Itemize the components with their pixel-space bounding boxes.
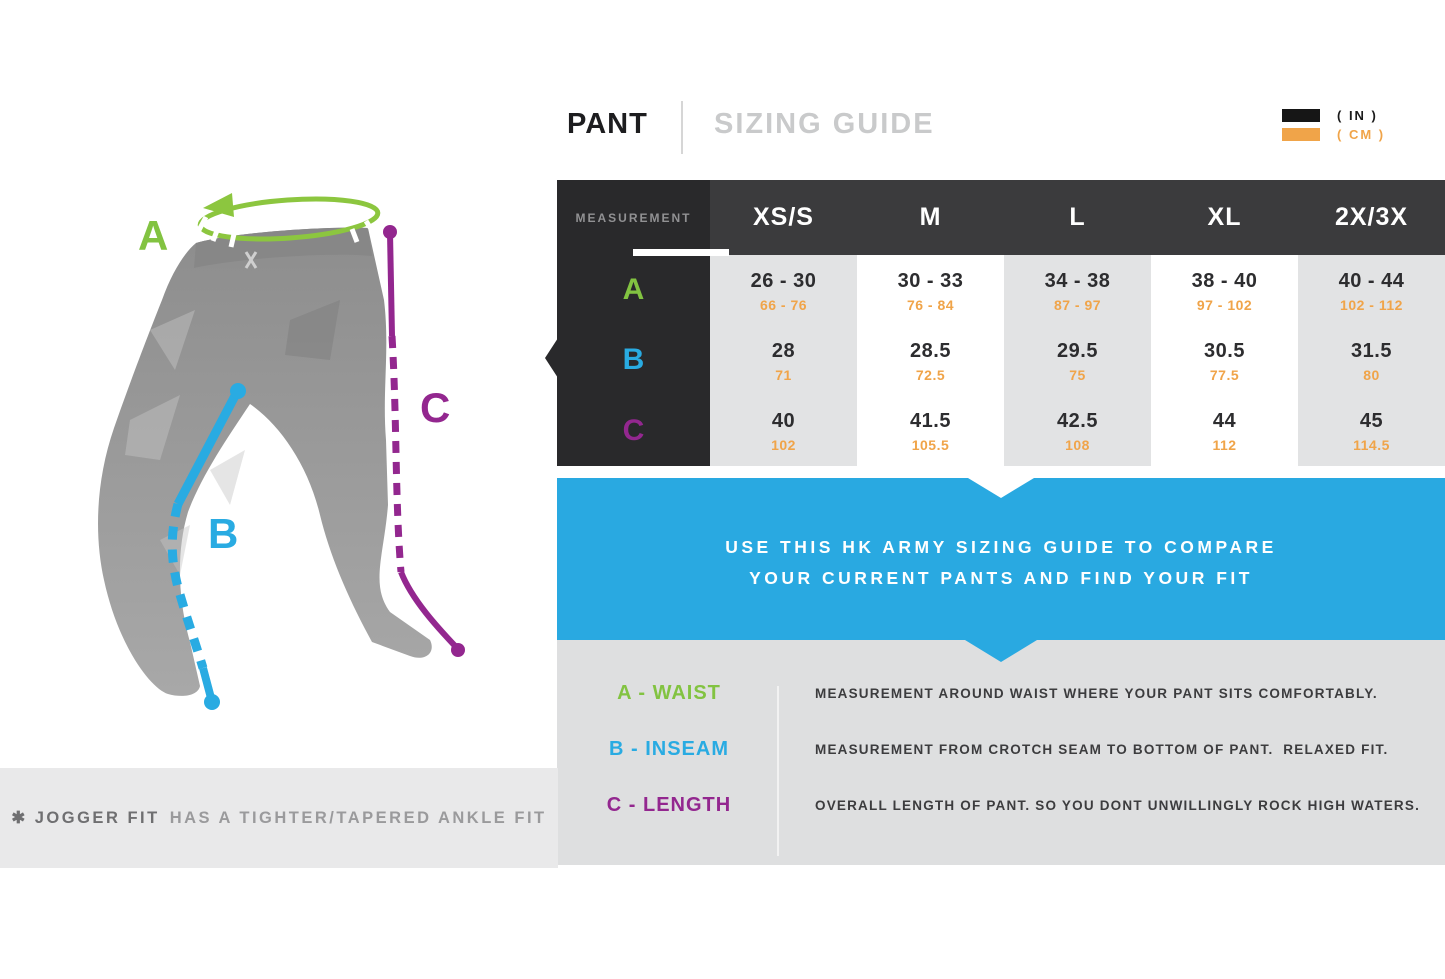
value-inches: 42.5 (1057, 410, 1098, 433)
value-inches: 41.5 (910, 410, 951, 433)
cell-a-2x3x (1298, 255, 1445, 325)
cell-c-xl (1151, 396, 1298, 466)
value-cm: 87 - 97 (1053, 296, 1102, 313)
cell-a-l (1004, 255, 1151, 325)
cell-b-m (857, 325, 1004, 395)
value-inches: 28 (771, 339, 796, 362)
centimeters-color-swatch (1282, 128, 1320, 141)
centimeters-label: ( CM ) (1337, 126, 1386, 142)
banner-top-notch (968, 478, 1034, 498)
length-bottom-dot (451, 643, 465, 657)
value-cm: 71 (775, 366, 792, 383)
value-inches: 40 (771, 410, 796, 433)
length-description: OVERALL LENGTH OF PANT. SO YOU DONT UNWILLINGLY ROCK HIGH WATERS. (815, 798, 1421, 813)
value-cm: 105.5 (911, 437, 950, 454)
banner-down-arrow-icon (965, 640, 1037, 662)
cell-b-2x3x (1298, 325, 1445, 395)
inches-color-swatch (1282, 109, 1320, 122)
value-inches: 30.5 (1204, 339, 1245, 362)
definitions-divider (777, 686, 779, 856)
footnote-emphasis: ✱ JOGGER FIT (11, 809, 160, 827)
value-cm: 80 (1363, 366, 1380, 383)
header-underline-accent (633, 249, 729, 256)
value-cm: 77.5 (1209, 366, 1240, 383)
cell-b-xl (1151, 325, 1298, 395)
diagram-label-b: B (208, 510, 239, 557)
value-cm: 66 - 76 (759, 296, 808, 313)
value-inches: 38 - 40 (1191, 269, 1258, 292)
info-banner (557, 478, 1445, 640)
legend-row-inches (1282, 108, 1385, 122)
cell-c-m (857, 396, 1004, 466)
cell-a-xss (710, 255, 857, 325)
cell-c-2x3x (1298, 396, 1445, 466)
value-cm: 102 - 112 (1340, 296, 1403, 313)
measurement-header: MEASUREMENT (557, 180, 710, 255)
page-title: PANT (567, 108, 648, 140)
value-cm: 97 - 102 (1196, 296, 1253, 313)
value-cm: 75 (1069, 366, 1086, 383)
diagram-label-c: C (420, 384, 451, 431)
value-inches: 44 (1212, 410, 1237, 433)
inseam-label: B - INSEAM (609, 738, 729, 760)
cell-c-xss (710, 396, 857, 466)
footnote-text: HAS A TIGHTER/TAPERED ANKLE FIT (169, 808, 547, 827)
value-inches: 45 (1359, 410, 1384, 433)
inseam-bottom-dot (204, 694, 220, 710)
title-divider (681, 101, 683, 154)
banner-text-line2: YOUR CURRENT PANTS AND FIND YOUR FIT (749, 568, 1253, 588)
column-header-xss: XS/S (710, 180, 857, 255)
cell-b-xss (710, 325, 857, 395)
value-cm: 102 (771, 437, 796, 454)
value-cm: 114.5 (1353, 437, 1390, 454)
value-inches: 29.5 (1057, 339, 1098, 362)
page-subtitle: SIZING GUIDE (714, 108, 935, 140)
value-inches: 28.5 (910, 339, 951, 362)
column-header-l: L (1004, 180, 1151, 255)
value-inches: 30 - 33 (897, 269, 964, 292)
diagram-label-a: A (138, 212, 169, 259)
banner-text-line1: USE THIS HK ARMY SIZING GUIDE TO COMPARE (725, 537, 1277, 557)
length-top-dot (383, 225, 397, 239)
column-header-m: M (857, 180, 1004, 255)
cell-a-m (857, 255, 1004, 325)
value-cm: 108 (1065, 437, 1090, 454)
value-cm: 76 - 84 (906, 296, 955, 313)
row-letter-c: C (557, 396, 710, 466)
jogger-fit-footnote (0, 768, 558, 868)
legend-row-centimeters (1282, 127, 1385, 141)
length-label: C - LENGTH (606, 794, 732, 816)
cell-b-l (1004, 325, 1151, 395)
row-letter-b: B (557, 325, 710, 395)
cell-a-xl (1151, 255, 1298, 325)
value-inches: 31.5 (1351, 339, 1392, 362)
value-inches: 26 - 30 (750, 269, 817, 292)
cell-c-l (1004, 396, 1151, 466)
value-cm: 72.5 (915, 366, 946, 383)
pants-silhouette (98, 228, 432, 696)
row-letter-a: A (557, 255, 710, 325)
length-measure-line (390, 233, 457, 648)
pants-diagram (55, 170, 555, 782)
column-header-xl: XL (1151, 180, 1298, 255)
inseam-top-dot (230, 383, 246, 399)
value-inches: 34 - 38 (1044, 269, 1111, 292)
value-inches: 40 - 44 (1338, 269, 1405, 292)
waist-description: MEASUREMENT AROUND WAIST WHERE YOUR PANT SITS COMFORTABLY. (815, 686, 1378, 701)
units-legend (1282, 108, 1385, 146)
value-cm: 112 (1212, 437, 1237, 454)
sizing-table (557, 180, 1445, 466)
waist-label: A - WAIST (617, 682, 721, 704)
inseam-description: MEASUREMENT FROM CROTCH SEAM TO BOTTOM OF PANT. RELAXED FIT. (815, 742, 1389, 757)
inches-label: ( IN ) (1337, 107, 1378, 123)
definitions-panel (557, 640, 1445, 865)
column-header-2x3x: 2X/3X (1298, 180, 1445, 255)
